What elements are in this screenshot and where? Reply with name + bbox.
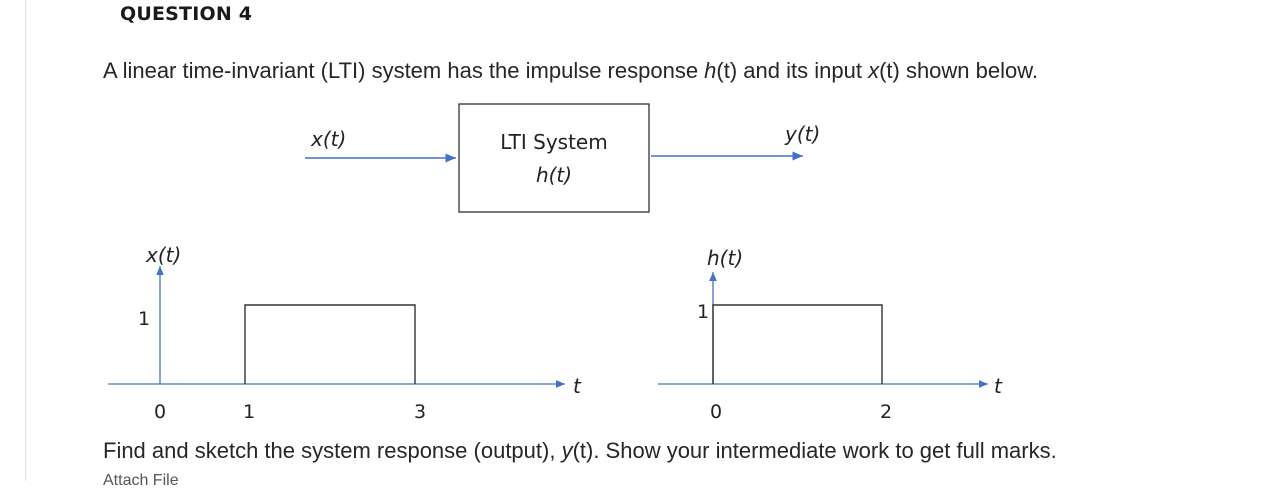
lti-box-impulse: h(t) (535, 163, 573, 187)
x-plot-xtick-2: 3 (413, 401, 427, 423)
h-plot-xtick-1: 2 (879, 401, 893, 423)
x-plot-xlabel: t (573, 374, 581, 398)
input-signal-plot (108, 243, 582, 423)
x-plot-ytick: 1 (138, 308, 151, 330)
block-diagram (305, 104, 820, 212)
h-plot-xlabel: t (994, 374, 1002, 398)
x-plot-xtick-0: 0 (153, 401, 167, 423)
h-plot-pulse (713, 305, 882, 384)
question-title: QUESTION 4 (120, 3, 253, 25)
input-label: x(t) (311, 127, 347, 151)
x-plot-pulse (245, 305, 415, 384)
lti-system-box (459, 104, 649, 212)
x-plot-ylabel: x(t) (146, 243, 182, 267)
attach-file-link[interactable]: Attach File (103, 472, 179, 489)
h-plot-ytick: 1 (697, 301, 710, 323)
question-task: Find and sketch the system response (output), y(t). Show your intermediate work to get full marks. (103, 438, 1057, 463)
x-plot-xtick-1: 1 (242, 401, 256, 423)
lti-box-title: LTI System (500, 130, 608, 154)
h-plot-ylabel: h(t) (707, 246, 744, 270)
output-label: y(t) (785, 122, 821, 146)
question-intro: A linear time-invariant (LTI) system has the impulse response h(t) and its input x(t) shown below. (103, 58, 1039, 83)
h-plot-xtick-0: 0 (709, 401, 723, 423)
impulse-response-plot (658, 246, 1003, 423)
